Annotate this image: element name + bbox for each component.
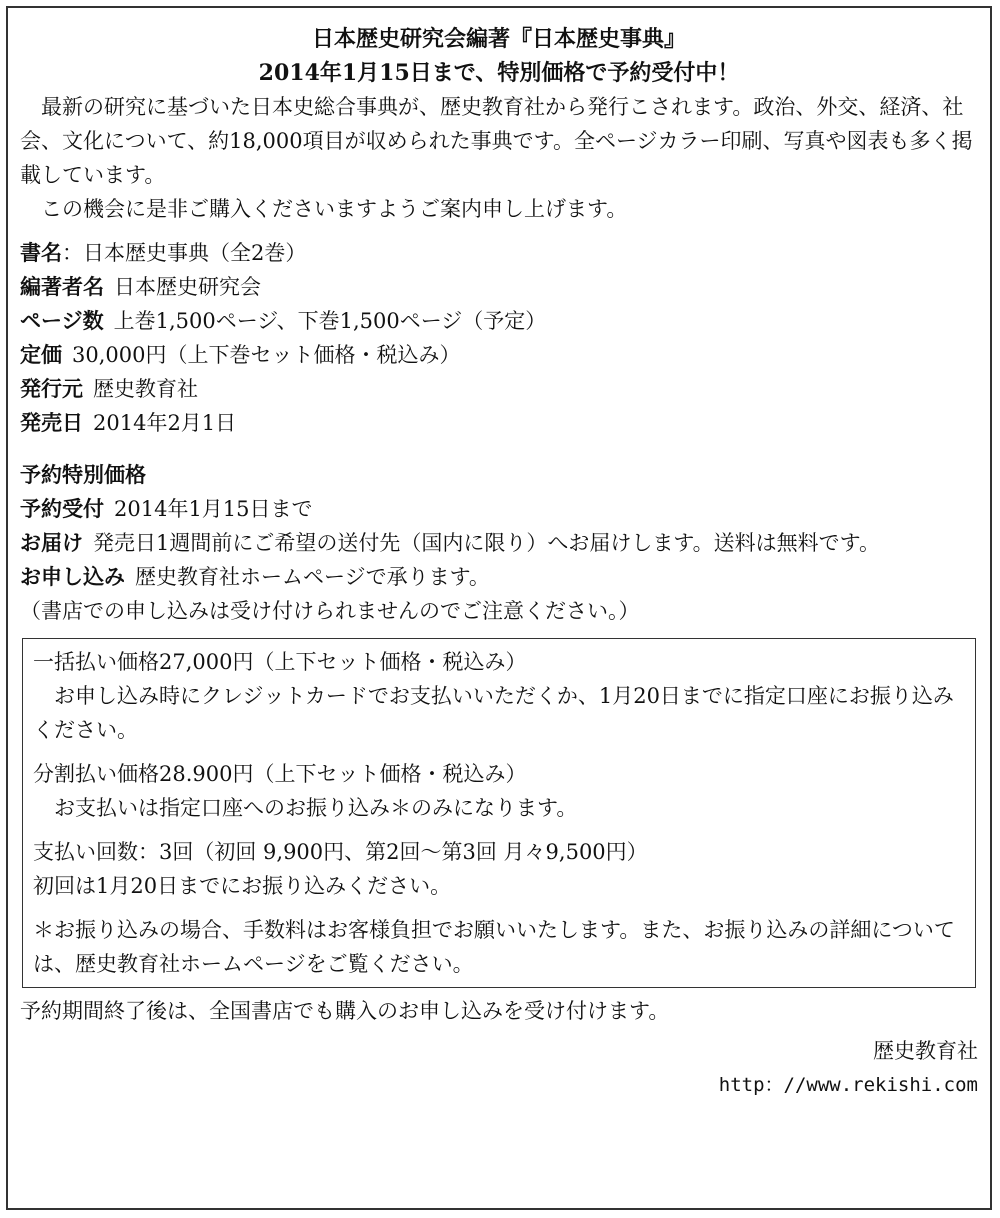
reserve-apply — [20, 560, 978, 594]
info-value: 2014年2月1日 — [93, 411, 237, 435]
reserve-delivery — [20, 526, 978, 560]
info-sep: ： — [62, 241, 83, 265]
info-row-author — [20, 270, 978, 304]
info-value: 2014年1月15日まで — [114, 497, 313, 521]
split-payment-title: 分割払い価格28.900円（上下セット価格・税込み） — [33, 762, 527, 786]
info-label: 発売日 — [20, 410, 83, 435]
reserve-section — [20, 458, 978, 628]
reserve-section-title: 予約特別価格 — [20, 462, 146, 487]
intro-closing: この機会に是非ご購入くださいますようご案内申し上げます。 — [41, 197, 628, 221]
payment-box — [22, 638, 976, 988]
info-value: 歴史教育社 — [93, 377, 198, 401]
info-value: 上巻1,500ページ、下巻1,500ページ（予定） — [113, 309, 547, 333]
lump-payment-desc: お申し込み時にクレジットカードでお支払いいただくか、1月20日までに指定口座にお振り込みください。 — [33, 684, 954, 742]
after-period-text: 予約期間終了後は、全国書店でも購入のお申し込みを受け付けます。 — [20, 999, 670, 1023]
info-label: 予約受付 — [20, 496, 104, 521]
info-value: 歴史教育社ホームページで承ります。 — [135, 565, 490, 589]
info-label: 編著者名 — [20, 274, 104, 299]
split-payment-block — [33, 757, 965, 825]
intro-paragraph: 最新の研究に基づいた日本史総合事典が、歴史教育社から発行こされます。政治、外交、経済、社会、文化について、約18,000項目が収められた事典です。全ページカラー印刷、写真や図表も多く掲載しています。 — [20, 95, 973, 187]
info-label: 書名 — [20, 240, 62, 265]
lump-payment-block — [33, 645, 965, 747]
flyer-title: 日本歴史研究会編著『日本歴史事典』 — [311, 26, 686, 52]
transfer-note-block — [33, 913, 965, 981]
info-label: お申し込み — [20, 564, 125, 589]
flyer-document — [6, 6, 992, 1210]
publisher-url[interactable]: http：//www.rekishi.com — [718, 1074, 978, 1096]
info-value: 30,000円（上下巻セット価格・税込み） — [72, 343, 461, 367]
info-row-release-date — [20, 406, 978, 440]
info-value: 日本歴史研究会 — [114, 275, 261, 299]
info-label: 発行元 — [20, 376, 83, 401]
info-label: ページ数 — [20, 308, 104, 333]
installment-count: 支払い回数：3回（初回 9,900円、第2回～第3回 月々9,500円） — [33, 840, 648, 864]
info-row-publisher — [20, 372, 978, 406]
transfer-note: ＊お振り込みの場合、手数料はお客様負担でお願いいたします。また、お振り込みの詳細については、歴史教育社ホームページをご覧ください。 — [33, 918, 955, 976]
info-value: 発売日1週間前にご希望の送付先（国内に限り）へお届けします。送料は無料です。 — [93, 531, 880, 555]
publisher-name: 歴史教育社 — [873, 1039, 978, 1063]
installment-first: 初回は1月20日までにお振り込みください。 — [33, 874, 452, 898]
info-row-pages — [20, 304, 978, 338]
info-label: お届け — [20, 530, 83, 555]
flyer-subtitle: 2014年1月15日まで、特別価格で予約受付中！ — [258, 60, 740, 86]
reserve-deadline — [20, 492, 978, 526]
split-payment-desc: お支払いは指定口座へのお振り込み＊のみになります。 — [54, 796, 578, 820]
reserve-apply-note: （書店での申し込みは受け付けられませんのでご注意ください。） — [20, 599, 640, 623]
info-row-title — [20, 236, 978, 270]
info-row-price — [20, 338, 978, 372]
book-info-list — [20, 236, 978, 440]
lump-payment-title: 一括払い価格27,000円（上下セット価格・税込み） — [33, 650, 527, 674]
info-label: 定価 — [20, 342, 62, 367]
installment-block — [33, 835, 965, 903]
info-value: 日本歴史事典（全2巻） — [83, 241, 307, 265]
